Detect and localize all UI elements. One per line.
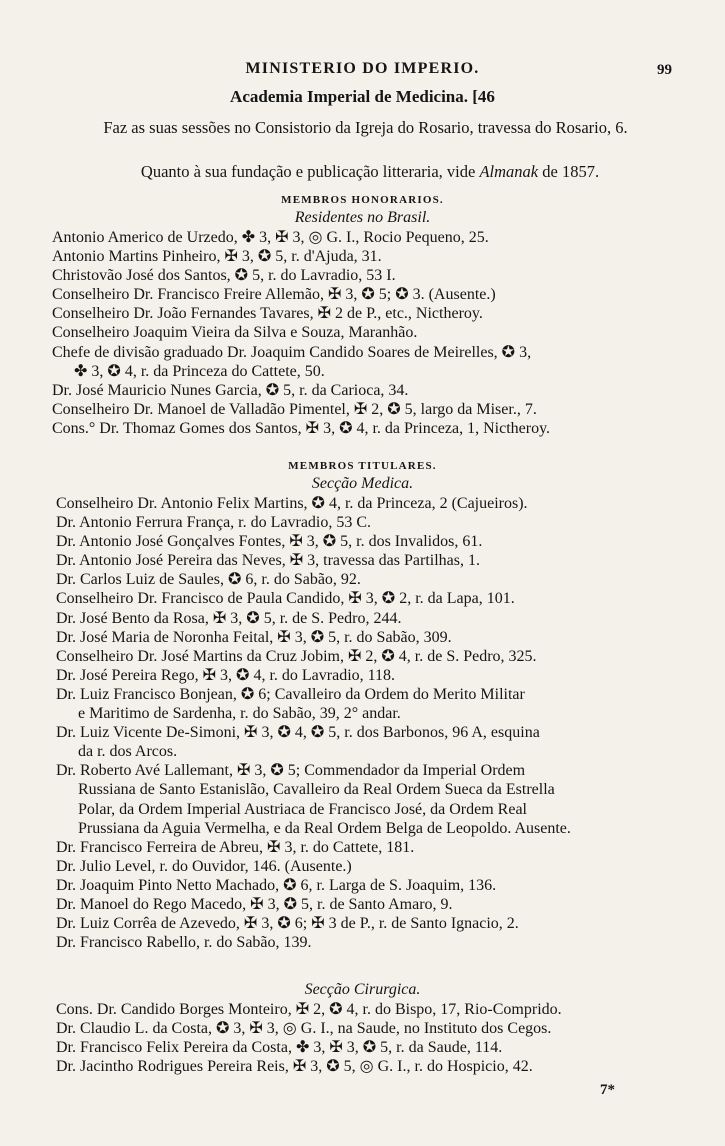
list-item: Dr. Francisco Rabello, r. do Sabão, 139.: [56, 934, 312, 952]
list-item: Conselheiro Dr. Antonio Felix Martins, ✪ 4, r. da Princeza, 2 (Cajueiros).: [56, 495, 528, 512]
list-item: Dr. José Bento da Rosa, ✠ 3, ✪ 5, r. de S. Pedro, 244.: [56, 609, 402, 627]
intro-paragraph: Faz as suas sessões no Consistorio da Igreja do Rosario, travessa do Rosario, 6.: [103, 118, 628, 137]
list-item: Conselheiro Dr. Francisco Freire Allemão, ✠ 3, ✪ 5; ✪ 3. (Ausente.): [52, 286, 496, 304]
honorary-subheading: Residentes no Brasil.: [294, 209, 431, 226]
section-title: Academia Imperial de Medicina. [46: [230, 87, 495, 106]
list-item: Cons. Dr. Candido Borges Monteiro, ✠ 2, ✪ 4, r. do Bispo, 17, Rio-Comprido.: [56, 1001, 562, 1018]
medical-list: [0, 494, 725, 952]
list-item: Dr. Antonio José Pereira das Neves, ✠ 3, travessa das Partilhas, 1.: [56, 552, 480, 570]
list-item: Dr. Julio Level, r. do Ouvidor, 146. (Ausente.): [56, 857, 352, 875]
list-item: Dr. José Maria de Noronha Feital, ✠ 3, ✪ 5, r. do Sabão, 309.: [56, 628, 452, 646]
list-item: Dr. José Mauricio Nunes Garcia, ✪ 5, r. da Carioca, 34.: [52, 381, 409, 399]
list-item: Chefe de divisão graduado Dr. Joaquim Candido Soares de Meirelles, ✪ 3,: [52, 343, 532, 361]
list-item: Dr. Carlos Luiz de Saules, ✪ 6, r. do Sabão, 92.: [56, 571, 361, 589]
titular-heading: MEMBROS TITULARES.: [288, 460, 437, 472]
list-item: Dr. Luiz Francisco Bonjean, ✪ 6; Cavalleiro da Ordem do Merito Militar: [56, 685, 525, 703]
reference-italic: Almanak: [479, 162, 539, 181]
list-item-continuation: Polar, da Ordem Imperial Austriaca de Francisco José, da Ordem Real: [78, 800, 527, 818]
list-item: Conselheiro Dr. João Fernandes Tavares, ✠ 2 de P., etc., Nictheroy.: [52, 305, 483, 323]
list-item: Cons.° Dr. Thomaz Gomes dos Santos, ✠ 3, ✪ 4, r. da Princeza, 1, Nictheroy.: [52, 419, 551, 437]
list-item: Conselheiro Dr. Francisco de Paula Candido, ✠ 3, ✪ 2, r. da Lapa, 101.: [56, 590, 515, 608]
reference-before: Quanto à sua fundação e publicação litteraria, vide: [140, 162, 476, 181]
list-item: Antonio Americo de Urzedo, ✤ 3, ✠ 3, ◎ G. I., Rocio Pequeno, 25.: [52, 229, 489, 246]
running-head: MINISTERIO DO IMPERIO.: [245, 60, 480, 77]
surgical-list: [0, 1000, 725, 1076]
list-item: Conselheiro Dr. José Martins da Cruz Jobim, ✠ 2, ✪ 4, r. de S. Pedro, 325.: [56, 647, 537, 665]
list-item: Dr. Antonio Ferrura França, r. do Lavradio, 53 C.: [56, 514, 372, 532]
signature-mark: 7*: [600, 1082, 615, 1098]
reference-paragraph: [60, 162, 680, 182]
list-item-continuation: e Maritimo de Sardenha, r. do Sabão, 39, 2° andar.: [78, 705, 401, 723]
list-item-continuation: da r. dos Arcos.: [78, 743, 178, 761]
list-item: Dr. Antonio José Gonçalves Fontes, ✠ 3, ✪ 5, r. dos Invalidos, 61.: [56, 533, 483, 551]
list-item: Dr. Joaquim Pinto Netto Machado, ✪ 6, r. Larga de S. Joaquim, 136.: [56, 876, 497, 894]
surgical-subheading: Secção Cirurgica.: [304, 981, 421, 998]
honorary-list: [0, 228, 725, 438]
list-item: Dr. Jacintho Rodrigues Pereira Reis, ✠ 3, ✪ 5, ◎ G. I., r. do Hospicio, 42.: [56, 1058, 533, 1076]
medical-subheading: Secção Medica.: [311, 475, 414, 492]
list-item: Dr. Francisco Ferreira de Abreu, ✠ 3, r. do Cattete, 181.: [56, 838, 415, 856]
honorary-heading: MEMBROS HONORARIOS.: [281, 194, 444, 206]
list-item: Antonio Martins Pinheiro, ✠ 3, ✪ 5, r. d'Ajuda, 31.: [52, 248, 382, 266]
reference-after: de 1857.: [542, 162, 600, 181]
list-item: Conselheiro Dr. Manoel de Valladão Pimentel, ✠ 2, ✪ 5, largo da Miser., 7.: [52, 400, 537, 418]
list-item: Dr. Roberto Avé Lallemant, ✠ 3, ✪ 5; Commendador da Imperial Ordem: [56, 762, 526, 780]
list-item: Dr. José Pereira Rego, ✠ 3, ✪ 4, r. do Lavradio, 118.: [56, 666, 396, 684]
honorary-members-section: [0, 192, 725, 438]
surgical-section: [0, 980, 725, 1076]
list-item: Dr. Francisco Felix Pereira da Costa, ✤ 3, ✠ 3, ✪ 5, r. da Saude, 114.: [56, 1039, 503, 1057]
list-item: Dr. Claudio L. da Costa, ✪ 3, ✠ 3, ◎ G. I., na Saude, no Instituto dos Cegos.: [56, 1020, 552, 1038]
list-item: Conselheiro Joaquim Vieira da Silva e Souza, Maranhão.: [52, 324, 418, 342]
list-item-continuation: ✤ 3, ✪ 4, r. da Princeza do Cattete, 50.: [74, 362, 325, 380]
page-header: [0, 58, 725, 82]
list-item: Christovão José dos Santos, ✪ 5, r. do Lavradio, 53 I.: [52, 267, 396, 285]
list-item: Dr. Manoel do Rego Macedo, ✠ 3, ✪ 5, r. de Santo Amaro, 9.: [56, 895, 453, 913]
list-item: Dr. Luiz Vicente De-Simoni, ✠ 3, ✪ 4, ✪ 5, r. dos Barbonos, 96 A, esquina: [56, 724, 540, 742]
list-item-continuation: Russiana de Santo Estanislão, Cavalleiro da Real Ordem Sueca da Estrella: [78, 781, 555, 799]
page-number: 99: [657, 62, 672, 78]
titular-members-section: [0, 458, 725, 952]
list-item-continuation: Prussiana da Aguia Vermelha, e da Real Ordem Belga de Leopoldo. Ausente.: [78, 819, 571, 837]
list-item: Dr. Luiz Corrêa de Azevedo, ✠ 3, ✪ 6; ✠ 3 de P., r. de Santo Ignacio, 2.: [56, 915, 519, 933]
